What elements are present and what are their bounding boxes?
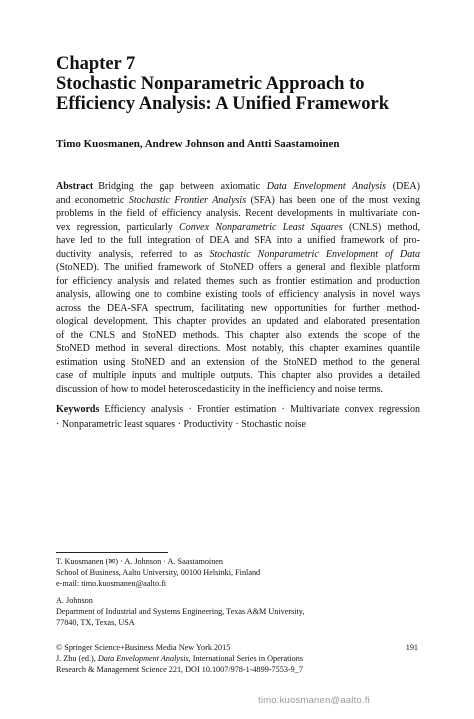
author-list: Timo Kuosmanen, Andrew Johnson and Antti Saastamoinen: [56, 138, 340, 150]
abstract-heading: Abstract: [56, 181, 94, 192]
affiliation-block-1: [56, 556, 420, 589]
affiliation-line: A. Johnson: [56, 596, 93, 605]
abstract-line: problems in the field of efficiency analysis. Recent developments in multivariate con-: [56, 208, 420, 219]
keywords-line: [56, 403, 420, 418]
citation-line: Research & Management Science 221, DOI 10.1007/978-1-4899-7553-9_7: [56, 665, 303, 674]
affiliation-email: e-mail: timo.kuosmanen@aalto.fi: [56, 579, 167, 588]
footnote-divider: [56, 552, 168, 553]
abstract-line: case of multiple inputs and multiple outputs. This chapter also provides a detailed: [56, 370, 420, 381]
affiliation-line: School of Business, Aalto University, 00100 Helsinki, Finland: [56, 568, 261, 577]
abstract-line: [56, 180, 420, 194]
keywords-heading: Keywords: [56, 404, 100, 415]
copyright-block: [56, 642, 420, 675]
affiliation-line: T. Kuosmanen (✉) · A. Johnson · A. Saastamoinen: [56, 557, 224, 566]
keywords-line-text: Efficiency analysis · Frontier estimation · Multivariate convex regression: [104, 404, 420, 415]
abstract-line: of the CNLS and StoNED methods. This chapter also extends the scope of the: [56, 329, 420, 341]
chapter-title-line-1: Stochastic Nonparametric Approach to: [56, 74, 365, 94]
citation-line: J. Zhu (ed.), Data Envelopment Analysis, International Series in Operations: [56, 654, 304, 663]
keywords-line: · Nonparametric least squares · Productivity · Stochastic noise: [56, 418, 306, 430]
abstract-line: vex regression, particularly Convex Nonparametric Least Squares (CNLS) method,: [56, 221, 420, 233]
abstract-line: across the DEA-SFA spectrum, facilitating new opportunities for further method-: [56, 302, 420, 314]
abstract-line: (StoNED). The unified framework of StoNED offers a general and flexible platform: [56, 262, 420, 273]
chapter-title-line-2: Efficiency Analysis: A Unified Framework: [56, 94, 389, 114]
abstract-line-text: Bridging the gap between axiomatic Data Envelopment Analysis (DEA): [98, 181, 420, 192]
abstract-line: have led to the full integration of DEA and SFA into a unified framework of pro-: [56, 235, 420, 246]
abstract-line: ological development. This chapter provides an updated and elaborated presentation: [56, 316, 420, 327]
chapter-heading: [56, 54, 436, 114]
abstract-line: and econometric Stochastic Frontier Analysis (SFA) has been one of the most vexing: [56, 194, 421, 206]
keywords: [56, 403, 420, 432]
affiliation-line: Department of Industrial and Systems Engineering, Texas A&M University,: [56, 607, 305, 616]
abstract-line: discussion of how to model heteroscedasticity in the inefficiency and noise terms.: [56, 383, 383, 395]
abstract-line: estimation using StoNED and an extension of the StoNED method to the general: [56, 356, 420, 368]
abstract-line: ductivity analysis, referred to as Stochastic Nonparametric Envelopment of Data: [56, 248, 420, 260]
email-watermark: timo.kuosmanen@aalto.fi: [258, 695, 370, 706]
abstract-line: for efficiency analysis and related themes such as frontier estimation and production: [56, 275, 420, 287]
abstract: [56, 180, 420, 396]
abstract-line: analysis, allowing one to combine existing tools of efficiency analysis in novel ways: [56, 289, 420, 300]
footnotes: [56, 556, 420, 634]
chapter-label: Chapter 7: [56, 54, 136, 74]
page-number: 191: [405, 643, 418, 652]
abstract-line: StoNED method in several directions. Most notably, this chapter examines quantile: [56, 343, 420, 354]
affiliation-line: 77840, TX, Texas, USA: [56, 618, 135, 627]
copyright-line: © Springer Science+Business Media New York 2015: [56, 643, 231, 652]
affiliation-block-2: [56, 595, 420, 628]
